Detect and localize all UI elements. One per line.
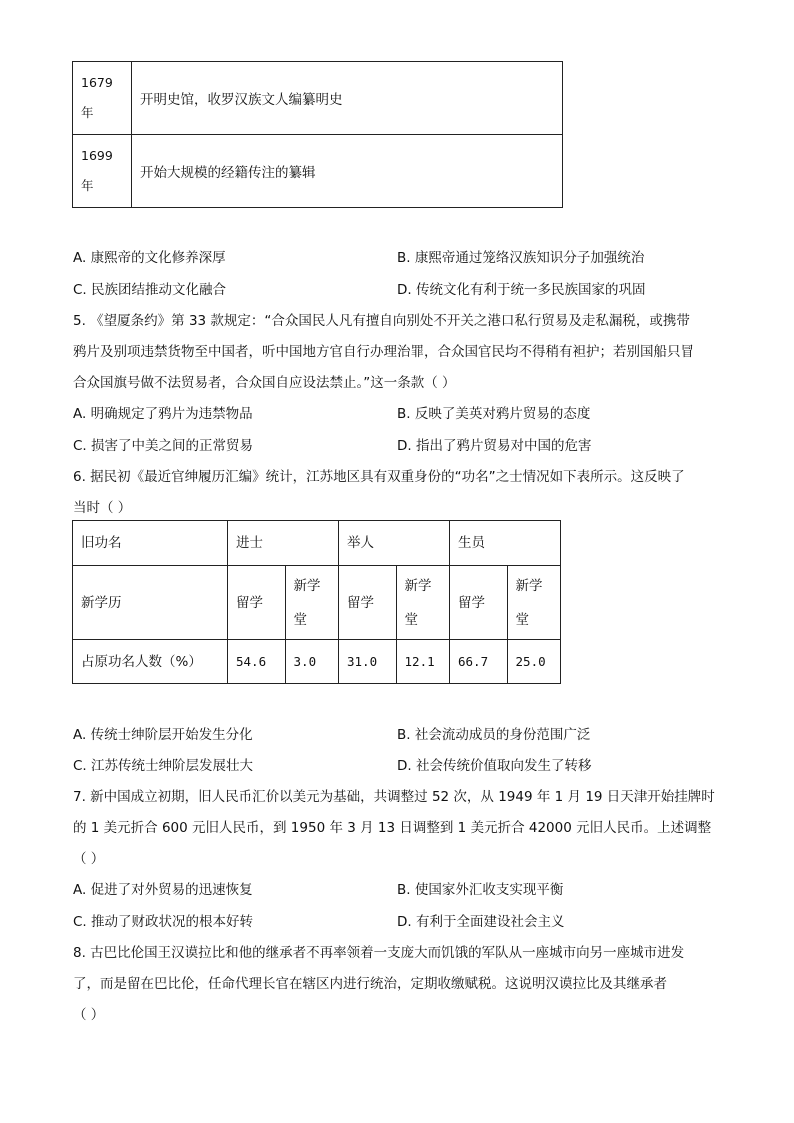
header-label: 旧功名 — [73, 521, 228, 566]
q5-stem-line: 5. 《望厦条约》第 33 款规定：“合众国民人凡有擅自向别处不开关之港口私行贸易及走私漏税，或携带 — [73, 313, 690, 329]
group-shengyuan: 生员 — [450, 521, 561, 566]
q7-stem-line: 的 1 美元折合 600 元旧人民币，到 1950 年 3 月 13 日调整到 1 美元折合 42000 元旧人民币。上述调整 — [73, 820, 712, 836]
q7-option-b[interactable]: B. 使国家外汇收支实现平衡 — [397, 882, 564, 898]
sub-label: 新学历 — [73, 566, 228, 640]
q5-option-c[interactable]: C. 损害了中美之间的正常贸易 — [73, 438, 254, 454]
q6-option-c[interactable]: C. 江苏传统士绅阶层发展壮大 — [73, 758, 254, 774]
year-suffix: 年 — [81, 178, 94, 193]
sub-abroad: 留学 — [228, 566, 286, 640]
group-jinshi: 进士 — [228, 521, 339, 566]
value-cell: 54.6 — [228, 640, 286, 684]
value-cell: 66.7 — [450, 640, 508, 684]
row-label: 占原功名人数（%） — [73, 640, 228, 684]
q8-stem-line: （ ） — [73, 1007, 105, 1023]
sub-new-school — [507, 566, 560, 640]
q6-option-a[interactable]: A. 传统士绅阶层开始发生分化 — [73, 727, 253, 743]
q6-option-b[interactable]: B. 社会流动成员的身份范围广泛 — [397, 727, 591, 743]
sub-new-school-bottom: 堂 — [404, 611, 419, 628]
value-cell: 12.1 — [396, 640, 449, 684]
q4-option-d[interactable]: D. 传统文化有利于统一多民族国家的巩固 — [397, 282, 646, 298]
year-cell — [73, 135, 132, 208]
q4-option-a[interactable]: A. 康熙帝的文化修养深厚 — [73, 250, 226, 266]
sub-new-school — [285, 566, 338, 640]
sub-new-school — [396, 566, 449, 640]
event-cell: 开明史馆，收罗汉族文人编纂明史 — [132, 62, 563, 135]
degree-stats-table — [72, 520, 561, 684]
year-cell — [73, 62, 132, 135]
sub-abroad: 留学 — [339, 566, 397, 640]
value-cell: 25.0 — [507, 640, 560, 684]
value-cell: 3.0 — [285, 640, 338, 684]
table-row — [73, 62, 563, 135]
q4-option-c[interactable]: C. 民族团结推动文化融合 — [73, 282, 227, 298]
value-cell: 31.0 — [339, 640, 397, 684]
event-cell: 开始大规模的经籍传注的纂辑 — [132, 135, 563, 208]
group-juren: 举人 — [339, 521, 450, 566]
year-suffix: 年 — [81, 105, 94, 120]
q5-option-d[interactable]: D. 指出了鸦片贸易对中国的危害 — [397, 438, 592, 454]
reign-events-table — [72, 61, 563, 208]
table-row — [73, 640, 561, 684]
table-header-row — [73, 521, 561, 566]
sub-abroad: 留学 — [450, 566, 508, 640]
q8-stem-line: 8. 古巴比伦国王汉谟拉比和他的继承者不再率领着一支庞大而饥饿的军队从一座城市向另一座城市进发 — [73, 945, 685, 961]
q8-stem-line: 了，而是留在巴比伦，任命代理长官在辖区内进行统治，定期收缴赋税。这说明汉谟拉比及其继承者 — [73, 976, 667, 992]
q6-option-d[interactable]: D. 社会传统价值取向发生了转移 — [397, 758, 592, 774]
sub-new-school-top: 新学 — [293, 577, 321, 594]
q5-stem-line: 鸦片及别项违禁货物至中国者，听中国地方官自行办理治罪，合众国官民均不得稍有袒护；若别国船只冒 — [73, 344, 694, 360]
table-subheader-row — [73, 566, 561, 640]
q7-option-c[interactable]: C. 推动了财政状况的根本好转 — [73, 914, 254, 930]
sub-new-school-bottom: 堂 — [515, 611, 530, 628]
sub-new-school-top: 新学 — [404, 577, 432, 594]
year-number: 1679 — [81, 75, 113, 90]
sub-new-school-top: 新学 — [515, 577, 543, 594]
q4-option-b[interactable]: B. 康熙帝通过笼络汉族知识分子加强统治 — [397, 250, 645, 266]
q5-option-a[interactable]: A. 明确规定了鸦片为违禁物品 — [73, 406, 253, 422]
q5-option-b[interactable]: B. 反映了美英对鸦片贸易的态度 — [397, 406, 591, 422]
q6-stem-line: 当时（ ） — [73, 500, 132, 516]
year-number: 1699 — [81, 148, 113, 163]
q7-stem-line: 7. 新中国成立初期，旧人民币汇价以美元为基础，共调整过 52 次，从 1949 年 1 月 19 日天津开始挂牌时 — [73, 789, 715, 805]
table-row — [73, 135, 563, 208]
q7-option-d[interactable]: D. 有利于全面建设社会主义 — [397, 914, 565, 930]
q7-option-a[interactable]: A. 促进了对外贸易的迅速恢复 — [73, 882, 253, 898]
sub-new-school-bottom: 堂 — [293, 611, 308, 628]
q5-stem-line: 合众国旗号做不法贸易者，合众国自应设法禁止。”这一条款（ ） — [73, 375, 456, 391]
q6-stem-line: 6. 据民初《最近官绅履历汇编》统计，江苏地区具有双重身份的“功名”之士情况如下表所示。这反映了 — [73, 469, 685, 485]
q7-stem-line: （ ） — [73, 851, 105, 867]
